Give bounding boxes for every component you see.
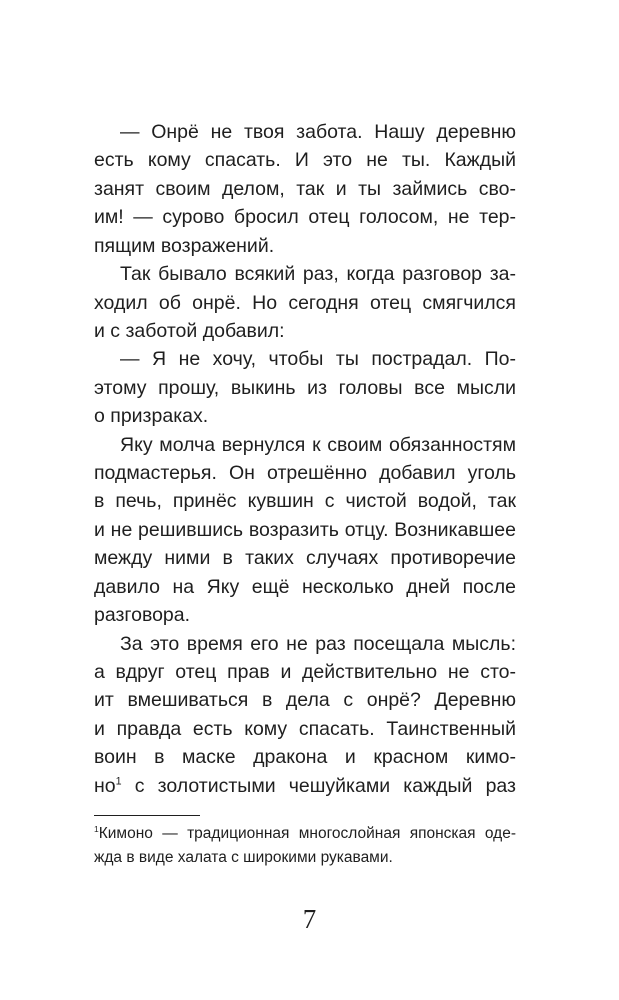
text-line [94,772,516,800]
text-line: занят своим делом, так и ты займись сво- [94,178,516,200]
text-line: Так бывало всякий раз, когда разговор за- [120,263,516,285]
footnote-reference: 1 [115,775,122,788]
text-line: и правда есть кому спасать. Таинственный [94,718,516,740]
text-line: — Я не хочу, чтобы ты пострадал. По- [120,348,516,370]
text-line: давило на Яку ещё несколько дней после [94,576,516,598]
footnote [94,822,516,846]
text-line: и не решившись возразить отцу. Возникавшее [94,519,516,541]
footnote-continuation: жда в виде халата с широкими рукавами. [94,849,393,866]
text-fragment: но [94,775,116,797]
text-line: о призраках. [94,405,209,427]
text-line: а вдруг отец прав и действительно не сто- [94,661,516,683]
text-line: ит вмешиваться в дела с онрё? Деревню [94,689,516,711]
footnote-text: Кимоно — традиционная многослойная японская оде- [98,825,516,842]
text-line: — Онрё не твоя забота. Нашу деревню [120,121,516,143]
text-line: им! — сурово бросил отец голосом, не тер- [94,206,516,228]
text-line: воин в маске дракона и красном кимо- [94,746,516,768]
text-line: в печь, принёс кувшин с чистой водой, так [94,490,516,512]
page-number: 7 [302,904,317,934]
text-line: За это время его не раз посещала мысль: [120,633,516,655]
text-line: этому прошу, выкинь из головы все мысли [94,377,516,399]
footnote-divider [94,815,200,816]
text-line: подмастерья. Он отрешённо добавил уголь [94,462,516,484]
text-line: и с заботой добавил: [94,320,285,342]
text-line: между ними в таких случаях противоречие [94,547,516,569]
text-line: есть кому спасать. И это не ты. Каждый [94,149,516,171]
text-fragment: с золотистыми чешуйками каждый раз [134,775,516,797]
footnote-marker: 1 [94,824,99,835]
text-line: пящим возражений. [94,235,275,257]
text-line: ходил об онрё. Но сегодня отец смягчился [94,292,516,314]
text-line: разговора. [94,604,191,626]
text-line: Яку молча вернулся к своим обязанностям [120,434,516,456]
